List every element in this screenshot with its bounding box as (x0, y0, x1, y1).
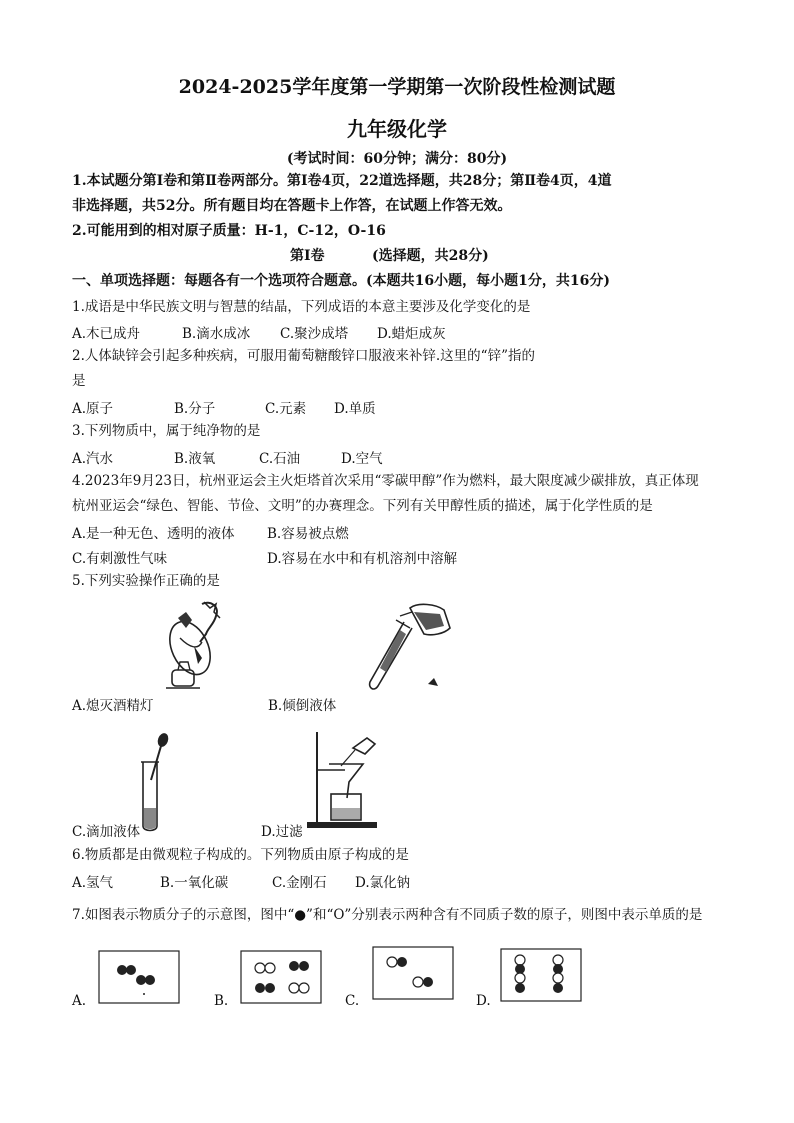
molecule-box-a (98, 950, 180, 1004)
q4-option-c: C.有刺激性气味 (72, 551, 168, 567)
filtration-figure (305, 728, 385, 832)
q3-option-b: B.液氧 (174, 451, 216, 467)
q6-option-d: D.氯化钠 (355, 875, 411, 891)
q7-stem: 7.如图表示物质分子的示意图，图中“●”和“O”分别表示两种含有不同质子数的原子，则图中表示单质的是 (72, 907, 703, 923)
q1-option-a: A.木已成舟 (72, 326, 141, 342)
q4-option-b: B.容易被点燃 (267, 526, 349, 542)
alcohol-lamp-figure (150, 598, 230, 694)
q6-stem: 6.物质都是由微观粒子构成的。下列物质由原子构成的是 (72, 847, 409, 863)
molecule-box-c (372, 946, 454, 1000)
molecule-box-d (500, 948, 582, 1002)
section-desc: (选择题，共28分) (372, 248, 489, 264)
q1-option-d: D.蜡炬成灰 (377, 326, 446, 342)
q1-stem: 1.成语是中华民族文明与智慧的结晶，下列成语的本意主要涉及化学变化的是 (72, 299, 531, 315)
q5-option-c: C.滴加液体 (72, 824, 141, 840)
q5-option-b: B.倾倒液体 (268, 698, 337, 714)
note-line-1: 1.本试题分第Ⅰ卷和第Ⅱ卷两部分。第Ⅰ卷4页，22道选择题，共28分；第Ⅱ卷4页，4道 (72, 173, 612, 189)
q3-option-a: A.汽水 (72, 451, 114, 467)
q7-option-d: D. (476, 993, 491, 1009)
exam-info: (考试时间：60分钟；满分：80分) (286, 151, 508, 167)
note-line-3: 2.可能用到的相对原子质量：H-1，C-12，O-16 (72, 223, 386, 239)
q3-option-c: C.石油 (259, 451, 301, 467)
q4-stem-1: 4.2023年9月23日，杭州亚运会主火炬塔首次采用“零碳甲醇”作为燃料，最大限度减少碳排放，真正体现 (72, 473, 699, 489)
q2-stem-2: 是 (72, 373, 86, 389)
q3-option-d: D.空气 (341, 451, 383, 467)
note-line-2: 非选择题，共52分。所有题目均在答题卡上作答，在试题上作答无效。 (72, 198, 512, 214)
q6-option-b: B.一氧化碳 (160, 875, 229, 891)
molecule-box-b (240, 950, 322, 1004)
q4-option-a: A.是一种无色、透明的液体 (72, 526, 235, 542)
q6-option-a: A.氢气 (72, 875, 114, 891)
exam-title: 2024-2025学年度第一学期第一次阶段性检测试题 (178, 76, 616, 98)
q5-option-d: D.过滤 (261, 824, 303, 840)
q5-option-a: A.熄灭酒精灯 (72, 698, 154, 714)
q3-stem: 3.下列物质中，属于纯净物的是 (72, 423, 261, 439)
q7-option-b: B. (214, 993, 229, 1009)
exam-subtitle: 九年级化学 (347, 117, 447, 141)
pouring-liquid-figure (340, 598, 460, 698)
section-title: 第Ⅰ卷 (290, 248, 325, 264)
dropper-figure (135, 732, 175, 836)
q6-option-c: C.金刚石 (272, 875, 327, 891)
q4-option-d: D.容易在水中和有机溶剂中溶解 (267, 551, 458, 567)
q2-stem-1: 2.人体缺锌会引起多种疾病，可服用葡萄糖酸锌口服液来补锌.这里的“锌”指的 (72, 348, 535, 364)
q1-option-b: B.滴水成冰 (182, 326, 251, 342)
q7-option-a: A. (72, 993, 87, 1009)
q4-stem-2: 杭州亚运会“绿色、智能、节俭、文明”的办赛理念。下列有关甲醇性质的描述，属于化学性质的是 (72, 498, 653, 514)
q2-option-c: C.元素 (265, 401, 307, 417)
q5-stem: 5.下列实验操作正确的是 (72, 573, 220, 589)
q2-option-d: D.单质 (334, 401, 376, 417)
q2-option-b: B.分子 (174, 401, 216, 417)
q1-option-c: C.聚沙成塔 (280, 326, 349, 342)
q7-option-c: C. (345, 993, 360, 1009)
part-heading: 一、单项选择题：每题各有一个选项符合题意。(本题共16小题，每小题1分，共16分) (72, 273, 610, 289)
q2-option-a: A.原子 (72, 401, 114, 417)
